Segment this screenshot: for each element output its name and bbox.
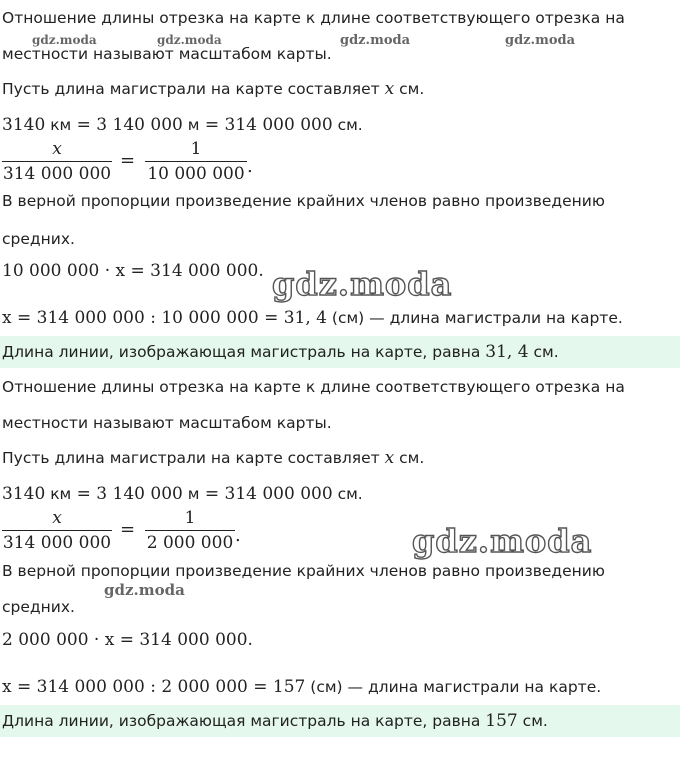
definition-line-1: Отношение длины отрезка на карте к длине соответствующего отрезка на [2,9,625,27]
watermark-small: gdz.moda [32,33,97,47]
solve-text: — длина магистрали на карте. [364,309,623,327]
watermark-small: gdz.moda [340,33,411,48]
conv-m-value: = 3 140 000 [71,115,183,135]
definition-line-1: Отношение длины отрезка на карте к длине соответствующего отрезка на [2,378,625,396]
watermark-large: gdz.moda [272,265,453,303]
solve-unit: (см) [326,309,365,327]
let-text: Пусть длина магистрали на карте составляет [2,449,380,467]
fraction-equals: = [120,519,136,540]
conv-km-unit: км [45,485,72,503]
let-statement [2,448,424,468]
conv-km-unit: км [45,116,72,134]
conv-m-value: = 3 140 000 [71,484,183,504]
definition-line-2: местности называют масштабом карты. [2,45,332,63]
fraction-right [145,508,235,552]
unit-conversion [2,115,363,135]
solve-text: — длина магистрали на карте. [342,678,602,696]
let-statement [2,79,424,99]
fraction-left-bar [2,530,112,531]
let-unit: см. [394,449,425,467]
fraction-right-denominator: 10 000 000 [147,164,245,184]
watermark-small: gdz.moda [104,581,185,599]
fraction-right-denominator: 2 000 000 [146,533,234,553]
answer-highlight [0,705,680,737]
fraction-left-numerator: x [52,508,62,528]
watermark-small: gdz.moda [505,33,576,48]
answer-highlight [0,336,680,368]
answer-text: Длина линии, изображающая магистраль на карте, равна [2,712,486,730]
let-variable: x [384,448,395,468]
fraction-right-bar [145,161,247,162]
fraction-left [2,508,112,552]
product-equation: 10 000 000 · x = 314 000 000. [2,261,264,281]
conv-m-unit: м [182,485,200,503]
conv-km-value: 3140 [2,115,46,135]
conv-m-unit: м [182,116,200,134]
fraction-left-bar [2,161,112,162]
fraction-right-bar [145,530,235,531]
conv-cm-value: = 314 000 000 [199,115,333,135]
proportion-rule-line-2: средних. [2,598,75,616]
fraction-dot: . [235,525,241,546]
let-variable: x [384,79,395,99]
solve-math: x = 314 000 000 : 10 000 000 = 31, 4 [2,308,327,328]
proportion-rule-line-1: В верной пропорции произведение крайних членов равно произведению [2,192,605,210]
solve-equation [2,677,601,697]
unit-conversion [2,484,363,504]
conv-km-value: 3140 [2,484,46,504]
solve-equation [2,308,623,328]
definition-line-2: местности называют масштабом карты. [2,414,332,432]
let-text: Пусть длина магистрали на карте составляет [2,80,380,98]
fraction-left [2,139,112,183]
fraction-left-denominator: 314 000 000 [2,164,112,184]
conv-cm-unit: см. [332,116,363,134]
answer-value: 157 [485,711,518,731]
fraction-left-denominator: 314 000 000 [2,533,112,553]
answer-line [2,705,548,737]
conv-cm-value: = 314 000 000 [199,484,333,504]
fraction-dot: . [247,156,253,177]
product-equation: 2 000 000 · x = 314 000 000. [2,630,253,650]
answer-line [2,336,559,368]
conv-cm-unit: см. [332,485,363,503]
fraction-right-numerator: 1 [190,139,202,159]
fraction-left-numerator: x [52,139,62,159]
fraction-right-numerator: 1 [184,508,196,528]
solve-math: x = 314 000 000 : 2 000 000 = 157 [2,677,306,697]
answer-unit: см. [517,712,548,730]
fraction-equals: = [120,150,136,171]
answer-value: 31, 4 [485,342,529,362]
watermark-small: gdz.moda [157,33,222,47]
proportion-rule-line-1: В верной пропорции произведение крайних членов равно произведению [2,562,605,580]
watermark-large: gdz.moda [412,522,593,560]
solve-unit: (см) [305,678,343,696]
proportion-rule-line-2: средних. [2,230,75,248]
let-unit: см. [394,80,425,98]
fraction-right [145,139,247,183]
answer-unit: см. [528,343,559,361]
answer-text: Длина линии, изображающая магистраль на карте, равна [2,343,486,361]
